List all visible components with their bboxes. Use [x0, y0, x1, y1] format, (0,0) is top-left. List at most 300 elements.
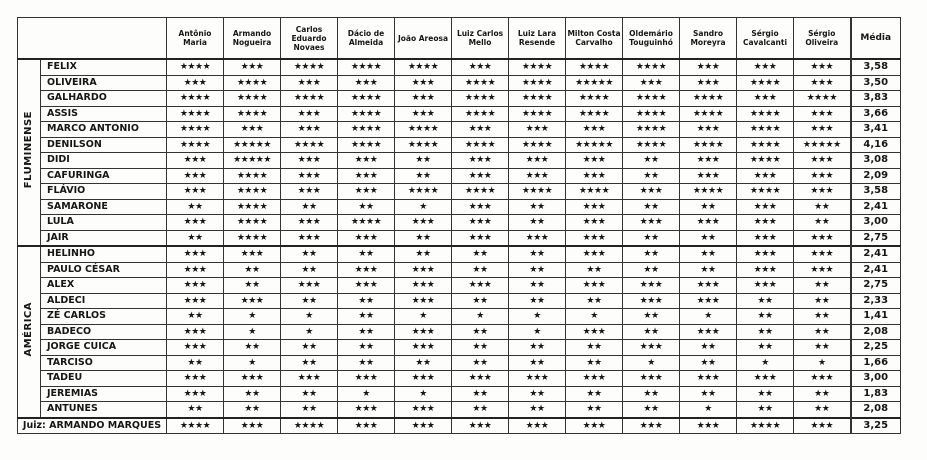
- star-rating: ★★★★: [452, 184, 509, 200]
- star-rating: ★★★: [680, 371, 737, 387]
- star-rating: ★★★: [566, 215, 623, 231]
- star-rating: ★★★: [623, 371, 680, 387]
- star-rating: ★★★★: [395, 122, 452, 138]
- table-row: [18, 122, 901, 138]
- star-rating: ★★★: [737, 278, 794, 294]
- table-row: [18, 137, 901, 153]
- star-rating: ★★★★: [623, 91, 680, 107]
- star-rating: ★★: [680, 386, 737, 402]
- star-rating: ★★★: [167, 184, 224, 200]
- star-rating: ★★★: [224, 59, 281, 75]
- star-rating: ★★★★: [338, 122, 395, 138]
- average-value: 2,33: [851, 293, 901, 309]
- star-rating: ★★★★: [338, 215, 395, 231]
- star-rating: ★★★★: [509, 75, 566, 91]
- star-rating: ★★★: [338, 262, 395, 278]
- star-rating: ★★: [623, 199, 680, 215]
- star-rating: ★★: [452, 402, 509, 418]
- star-rating: ★★★★: [452, 106, 509, 122]
- star-rating: ★★★: [395, 75, 452, 91]
- star-rating: ★★: [167, 309, 224, 325]
- star-rating: ★★★: [395, 402, 452, 418]
- star-rating: ★★★★: [737, 106, 794, 122]
- star-rating: ★★★: [395, 215, 452, 231]
- star-rating: ★★: [794, 278, 851, 294]
- player-name: FLÁVIO: [41, 184, 167, 200]
- critic-header: Sérgio Oliveira: [794, 18, 851, 60]
- star-rating: ★★★: [281, 371, 338, 387]
- critic-header: Dácio de Almeida: [338, 18, 395, 60]
- star-rating: ★★★★: [794, 91, 851, 107]
- star-rating: ★: [566, 309, 623, 325]
- star-rating: ★★★: [794, 168, 851, 184]
- star-rating: ★★: [737, 402, 794, 418]
- star-rating: ★★★: [452, 59, 509, 75]
- star-rating: ★★★: [281, 168, 338, 184]
- average-value: 2,75: [851, 230, 901, 246]
- star-rating: ★★★★: [167, 137, 224, 153]
- star-rating: ★★★: [224, 122, 281, 138]
- star-rating: ★★★: [395, 278, 452, 294]
- star-rating: ★★★★: [281, 59, 338, 75]
- star-rating: ★★★★★: [224, 153, 281, 169]
- star-rating: ★★★★: [737, 153, 794, 169]
- star-rating: ★★★: [737, 230, 794, 246]
- critic-header: Sandro Moreyra: [680, 18, 737, 60]
- star-rating: ★★★★: [509, 91, 566, 107]
- star-rating: ★★: [680, 199, 737, 215]
- table-row: [18, 230, 901, 246]
- star-rating: ★★★: [737, 215, 794, 231]
- star-rating: ★★: [281, 386, 338, 402]
- star-rating: ★★★: [623, 215, 680, 231]
- star-rating: ★★: [623, 168, 680, 184]
- star-rating: ★★★: [338, 371, 395, 387]
- star-rating: ★★★★: [566, 184, 623, 200]
- star-rating: ★★★: [338, 402, 395, 418]
- player-name: TARCISO: [41, 355, 167, 371]
- star-rating: ★★★★: [167, 122, 224, 138]
- average-value: 3,58: [851, 184, 901, 200]
- star-rating: ★★: [224, 278, 281, 294]
- star-rating: ★★★: [566, 324, 623, 340]
- star-rating: ★★★: [623, 340, 680, 356]
- star-rating: ★★: [509, 199, 566, 215]
- star-rating: ★★★: [737, 371, 794, 387]
- star-rating: ★★★: [167, 246, 224, 262]
- star-rating: ★★: [623, 262, 680, 278]
- star-rating: ★★★: [395, 106, 452, 122]
- star-rating: ★★: [338, 324, 395, 340]
- star-rating: ★★★: [737, 246, 794, 262]
- star-rating: ★★: [623, 386, 680, 402]
- star-rating: ★★★★: [338, 59, 395, 75]
- star-rating: ★★: [338, 309, 395, 325]
- star-rating: ★★★★: [566, 91, 623, 107]
- star-rating: ★★: [452, 324, 509, 340]
- star-rating: ★★: [566, 262, 623, 278]
- star-rating: ★★★★★: [566, 137, 623, 153]
- star-rating: ★★: [281, 355, 338, 371]
- star-rating: ★★★: [452, 122, 509, 138]
- star-rating: ★★★: [680, 293, 737, 309]
- star-rating: ★★★: [452, 199, 509, 215]
- star-rating: ★★★★: [737, 184, 794, 200]
- star-rating: ★★★: [737, 262, 794, 278]
- player-name: HELINHO: [41, 246, 167, 262]
- star-rating: ★★★★: [338, 106, 395, 122]
- star-rating: ★★: [395, 355, 452, 371]
- star-rating: ★: [452, 309, 509, 325]
- star-rating: ★★: [281, 340, 338, 356]
- table-row: [18, 246, 901, 262]
- star-rating: ★★: [224, 262, 281, 278]
- star-rating: ★★: [509, 386, 566, 402]
- player-name: LULA: [41, 215, 167, 231]
- star-rating: ★★★★: [737, 137, 794, 153]
- average-value: 1,66: [851, 355, 901, 371]
- star-rating: ★★★: [509, 371, 566, 387]
- table-row: [18, 91, 901, 107]
- critic-header: Luiz Carlos Mello: [452, 18, 509, 60]
- average-value: 3,00: [851, 371, 901, 387]
- team-label-cell: [18, 246, 41, 418]
- star-rating: ★★★★: [395, 59, 452, 75]
- star-rating: ★★: [395, 153, 452, 169]
- star-rating: ★★: [224, 386, 281, 402]
- star-rating: ★★★: [623, 293, 680, 309]
- star-rating: ★★★: [224, 371, 281, 387]
- star-rating: ★★★: [395, 262, 452, 278]
- star-rating: ★★: [281, 246, 338, 262]
- table-row: [18, 215, 901, 231]
- star-rating: ★★★: [395, 324, 452, 340]
- star-rating: ★★★: [395, 418, 452, 434]
- star-rating: ★★★: [737, 59, 794, 75]
- star-rating: ★★★: [680, 278, 737, 294]
- star-rating: ★★★: [224, 246, 281, 262]
- star-rating: ★★★: [452, 278, 509, 294]
- player-name: JORGE CUICA: [41, 340, 167, 356]
- star-rating: ★★★★: [509, 137, 566, 153]
- star-rating: ★★★: [794, 230, 851, 246]
- star-rating: ★: [680, 309, 737, 325]
- star-rating: ★★★: [794, 106, 851, 122]
- star-rating: ★★★: [680, 418, 737, 434]
- table-row: [18, 184, 901, 200]
- star-rating: ★★★★: [737, 418, 794, 434]
- star-rating: ★★: [509, 402, 566, 418]
- star-rating: ★★★: [167, 168, 224, 184]
- star-rating: ★★: [167, 355, 224, 371]
- star-rating: ★★★: [623, 278, 680, 294]
- star-rating: ★★★: [281, 215, 338, 231]
- star-rating: ★★: [566, 355, 623, 371]
- star-rating: ★★★: [167, 215, 224, 231]
- star-rating: ★★★★: [281, 91, 338, 107]
- average-value: 3,00: [851, 215, 901, 231]
- star-rating: ★★★: [167, 75, 224, 91]
- star-rating: ★★★★: [224, 91, 281, 107]
- star-rating: ★★★: [281, 184, 338, 200]
- star-rating: ★★: [509, 293, 566, 309]
- player-name: OLIVEIRA: [41, 75, 167, 91]
- critic-header: Antônio Maria: [167, 18, 224, 60]
- star-rating: ★★★★: [623, 59, 680, 75]
- star-rating: ★★★★: [281, 418, 338, 434]
- star-rating: ★★★: [566, 371, 623, 387]
- star-rating: ★★★: [281, 278, 338, 294]
- average-value: 3,83: [851, 91, 901, 107]
- star-rating: ★★: [737, 309, 794, 325]
- star-rating: ★: [281, 324, 338, 340]
- star-rating: ★★: [452, 246, 509, 262]
- average-value: 1,83: [851, 386, 901, 402]
- star-rating: ★★★★: [338, 137, 395, 153]
- star-rating: ★★: [623, 402, 680, 418]
- star-rating: ★★★: [167, 324, 224, 340]
- star-rating: ★★★: [281, 122, 338, 138]
- star-rating: ★★: [509, 355, 566, 371]
- table-row: [18, 153, 901, 169]
- star-rating: ★: [224, 324, 281, 340]
- star-rating: ★★: [224, 402, 281, 418]
- star-rating: ★★★: [338, 230, 395, 246]
- star-rating: ★★★★: [509, 184, 566, 200]
- star-rating: ★★: [338, 340, 395, 356]
- star-rating: ★★★: [794, 153, 851, 169]
- star-rating: ★★★: [680, 324, 737, 340]
- star-rating: ★★★: [167, 262, 224, 278]
- average-value: 2,75: [851, 278, 901, 294]
- star-rating: ★★★: [509, 168, 566, 184]
- star-rating: ★★★: [623, 418, 680, 434]
- star-rating: ★★★: [167, 386, 224, 402]
- star-rating: ★★★: [452, 371, 509, 387]
- critic-header: Carlos Eduardo Novaes: [281, 18, 338, 60]
- table-row: [18, 199, 901, 215]
- star-rating: ★★★: [680, 59, 737, 75]
- star-rating: ★★: [794, 402, 851, 418]
- star-rating: ★★★: [794, 262, 851, 278]
- star-rating: ★★: [509, 340, 566, 356]
- star-rating: ★★★: [224, 418, 281, 434]
- star-rating: ★★: [395, 246, 452, 262]
- star-rating: ★★★★: [224, 184, 281, 200]
- star-rating: ★★: [566, 340, 623, 356]
- star-rating: ★★★★: [680, 106, 737, 122]
- star-rating: ★★★: [794, 75, 851, 91]
- table-row: [18, 75, 901, 91]
- star-rating: ★★★: [680, 215, 737, 231]
- star-rating: ★★★★: [167, 91, 224, 107]
- star-rating: ★★: [794, 340, 851, 356]
- star-rating: ★: [281, 309, 338, 325]
- star-rating: ★★★: [737, 91, 794, 107]
- star-rating: ★★★: [737, 199, 794, 215]
- star-rating: ★★★★: [395, 137, 452, 153]
- star-rating: ★★: [452, 355, 509, 371]
- star-rating: ★★★★★: [566, 75, 623, 91]
- star-rating: ★: [623, 355, 680, 371]
- critic-header: João Areosa: [395, 18, 452, 60]
- star-rating: ★★★★: [680, 184, 737, 200]
- table-row: [18, 168, 901, 184]
- star-rating: ★★★★: [509, 59, 566, 75]
- star-rating: ★★★: [395, 293, 452, 309]
- star-rating: ★★★: [338, 153, 395, 169]
- star-rating: ★★★: [338, 278, 395, 294]
- star-rating: ★★★: [395, 340, 452, 356]
- star-rating: ★★★: [566, 122, 623, 138]
- player-name: ALEX: [41, 278, 167, 294]
- critic-header: Luiz Lara Resende: [509, 18, 566, 60]
- star-rating: ★★★★: [623, 137, 680, 153]
- star-rating: ★★★: [395, 371, 452, 387]
- star-rating: ★★★: [281, 75, 338, 91]
- star-rating: ★★★★: [224, 199, 281, 215]
- average-value: 3,41: [851, 122, 901, 138]
- average-value: 1,41: [851, 309, 901, 325]
- player-name: JEREMIAS: [41, 386, 167, 402]
- star-rating: ★★★: [452, 215, 509, 231]
- star-rating: ★★★★: [224, 215, 281, 231]
- star-rating: ★★★: [794, 246, 851, 262]
- player-name: CAFURINGA: [41, 168, 167, 184]
- star-rating: ★★: [452, 262, 509, 278]
- star-rating: ★★★: [680, 153, 737, 169]
- average-value: 2,08: [851, 324, 901, 340]
- star-rating: ★★: [338, 293, 395, 309]
- player-name: ASSIS: [41, 106, 167, 122]
- judge-label: Juiz: ARMANDO MARQUES: [18, 418, 167, 434]
- header-row: [18, 18, 901, 60]
- average-value: 2,41: [851, 246, 901, 262]
- star-rating: ★★: [623, 309, 680, 325]
- star-rating: ★★: [794, 324, 851, 340]
- star-rating: ★★★★: [737, 122, 794, 138]
- critic-header: Armando Nogueira: [224, 18, 281, 60]
- star-rating: ★★★: [167, 340, 224, 356]
- star-rating: ★★★: [452, 418, 509, 434]
- star-rating: ★★★: [680, 75, 737, 91]
- star-rating: ★★: [794, 215, 851, 231]
- star-rating: ★★★: [566, 199, 623, 215]
- average-value: 3,50: [851, 75, 901, 91]
- average-value: 4,16: [851, 137, 901, 153]
- star-rating: ★★: [509, 215, 566, 231]
- star-rating: ★: [737, 355, 794, 371]
- star-rating: ★★★★: [224, 106, 281, 122]
- judge-row: [18, 418, 901, 434]
- star-rating: ★★★: [281, 153, 338, 169]
- star-rating: ★★★★: [623, 106, 680, 122]
- star-rating: ★★★★: [224, 230, 281, 246]
- star-rating: ★★★: [794, 418, 851, 434]
- star-rating: ★: [338, 386, 395, 402]
- star-rating: ★★★★: [452, 137, 509, 153]
- star-rating: ★★★★★: [224, 137, 281, 153]
- star-rating: ★★★★: [680, 137, 737, 153]
- star-rating: ★★★: [566, 153, 623, 169]
- table-row: [18, 278, 901, 294]
- star-rating: ★★: [794, 386, 851, 402]
- player-name: ANTUNES: [41, 402, 167, 418]
- player-name: TADEU: [41, 371, 167, 387]
- star-rating: ★★★★: [680, 91, 737, 107]
- star-rating: ★★★: [509, 230, 566, 246]
- star-rating: ★★★: [338, 75, 395, 91]
- player-name: ZÉ CARLOS: [41, 309, 167, 325]
- table-row: [18, 340, 901, 356]
- star-rating: ★: [224, 355, 281, 371]
- star-rating: ★★: [737, 293, 794, 309]
- star-rating: ★★: [794, 293, 851, 309]
- star-rating: ★★★★: [623, 122, 680, 138]
- star-rating: ★: [680, 402, 737, 418]
- star-rating: ★★★: [395, 91, 452, 107]
- star-rating: ★★: [452, 293, 509, 309]
- star-rating: ★★★: [794, 122, 851, 138]
- average-value: 3,08: [851, 153, 901, 169]
- average-header: Média: [851, 18, 901, 60]
- star-rating: ★★★★: [509, 106, 566, 122]
- star-rating: ★★: [680, 355, 737, 371]
- star-rating: ★★: [338, 199, 395, 215]
- star-rating: ★★★★: [395, 184, 452, 200]
- table-row: [18, 262, 901, 278]
- ratings-table: [17, 17, 901, 434]
- star-rating: ★★★★: [338, 91, 395, 107]
- table-row: [18, 106, 901, 122]
- star-rating: ★★: [794, 199, 851, 215]
- average-value: 2,08: [851, 402, 901, 418]
- star-rating: ★★: [566, 293, 623, 309]
- star-rating: ★★★: [281, 106, 338, 122]
- star-rating: ★★★★: [737, 75, 794, 91]
- star-rating: ★★: [566, 386, 623, 402]
- star-rating: ★★★: [167, 278, 224, 294]
- star-rating: ★★★★: [224, 168, 281, 184]
- star-rating: ★: [395, 386, 452, 402]
- star-rating: ★★★: [623, 75, 680, 91]
- star-rating: ★★: [509, 246, 566, 262]
- star-rating: ★★: [680, 262, 737, 278]
- star-rating: ★★★★: [167, 59, 224, 75]
- star-rating: ★★: [281, 402, 338, 418]
- star-rating: ★★: [509, 262, 566, 278]
- star-rating: ★★: [623, 230, 680, 246]
- star-rating: ★★: [167, 230, 224, 246]
- player-name: MARCO ANTONIO: [41, 122, 167, 138]
- star-rating: ★★: [224, 340, 281, 356]
- average-value: 3,66: [851, 106, 901, 122]
- table-row: [18, 293, 901, 309]
- star-rating: ★★: [281, 293, 338, 309]
- average-value: 2,09: [851, 168, 901, 184]
- star-rating: ★★★: [452, 153, 509, 169]
- star-rating: ★★: [680, 230, 737, 246]
- star-rating: ★★★★★: [794, 137, 851, 153]
- star-rating: ★★★: [509, 418, 566, 434]
- table-row: [18, 324, 901, 340]
- star-rating: ★★★★: [566, 106, 623, 122]
- star-rating: ★★: [737, 340, 794, 356]
- star-rating: ★★: [338, 246, 395, 262]
- star-rating: ★★★★: [566, 59, 623, 75]
- star-rating: ★★★: [680, 122, 737, 138]
- star-rating: ★★: [395, 230, 452, 246]
